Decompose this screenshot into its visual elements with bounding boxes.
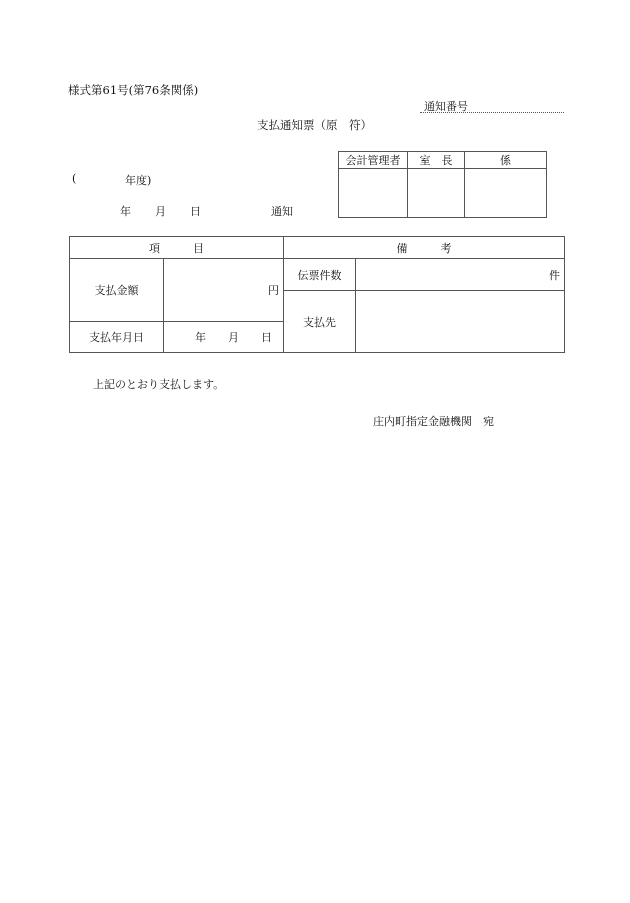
fiscal-year-label: 年度) bbox=[125, 174, 152, 187]
approval-header-accounting-manager: 会計管理者 bbox=[339, 152, 408, 169]
notice-date-month: 月 bbox=[155, 205, 166, 218]
stamp-box-section-chief bbox=[408, 169, 465, 218]
stamp-box-accounting-manager bbox=[339, 169, 408, 218]
slip-count-label: 伝票件数 bbox=[284, 259, 356, 291]
payment-date-value: 年 月 日 bbox=[164, 322, 284, 353]
notice-number-label: 通知番号 bbox=[424, 100, 468, 113]
approval-stamp-table bbox=[338, 151, 547, 218]
payment-date-label: 支払年月日 bbox=[70, 322, 164, 353]
payee-label: 支払先 bbox=[284, 291, 356, 353]
stamp-box-staff bbox=[465, 169, 547, 218]
fiscal-year-open-paren: ( bbox=[72, 172, 77, 185]
notice-date-year: 年 bbox=[120, 205, 131, 218]
column-header-remarks: 備 考 bbox=[284, 237, 565, 259]
payment-amount-unit: 円 bbox=[164, 259, 284, 322]
recipient-line: 庄内町指定金融機関 宛 bbox=[373, 415, 494, 428]
column-header-item: 項 目 bbox=[70, 237, 284, 259]
payment-table bbox=[69, 236, 565, 353]
slip-count-unit: 件 bbox=[356, 259, 565, 291]
payment-amount-label: 支払金額 bbox=[70, 259, 164, 322]
document-title: 支払通知票（原 符） bbox=[257, 118, 372, 132]
payee-field bbox=[356, 291, 565, 353]
approval-header-staff: 係 bbox=[465, 152, 547, 169]
notice-number-field bbox=[420, 112, 564, 113]
closing-statement: 上記のとおり支払します。 bbox=[93, 378, 225, 391]
form-number: 様式第61号(第76条関係) bbox=[68, 83, 199, 97]
approval-header-section-chief: 室 長 bbox=[408, 152, 465, 169]
notice-label: 通知 bbox=[271, 205, 293, 218]
notice-date-day: 日 bbox=[190, 205, 201, 218]
